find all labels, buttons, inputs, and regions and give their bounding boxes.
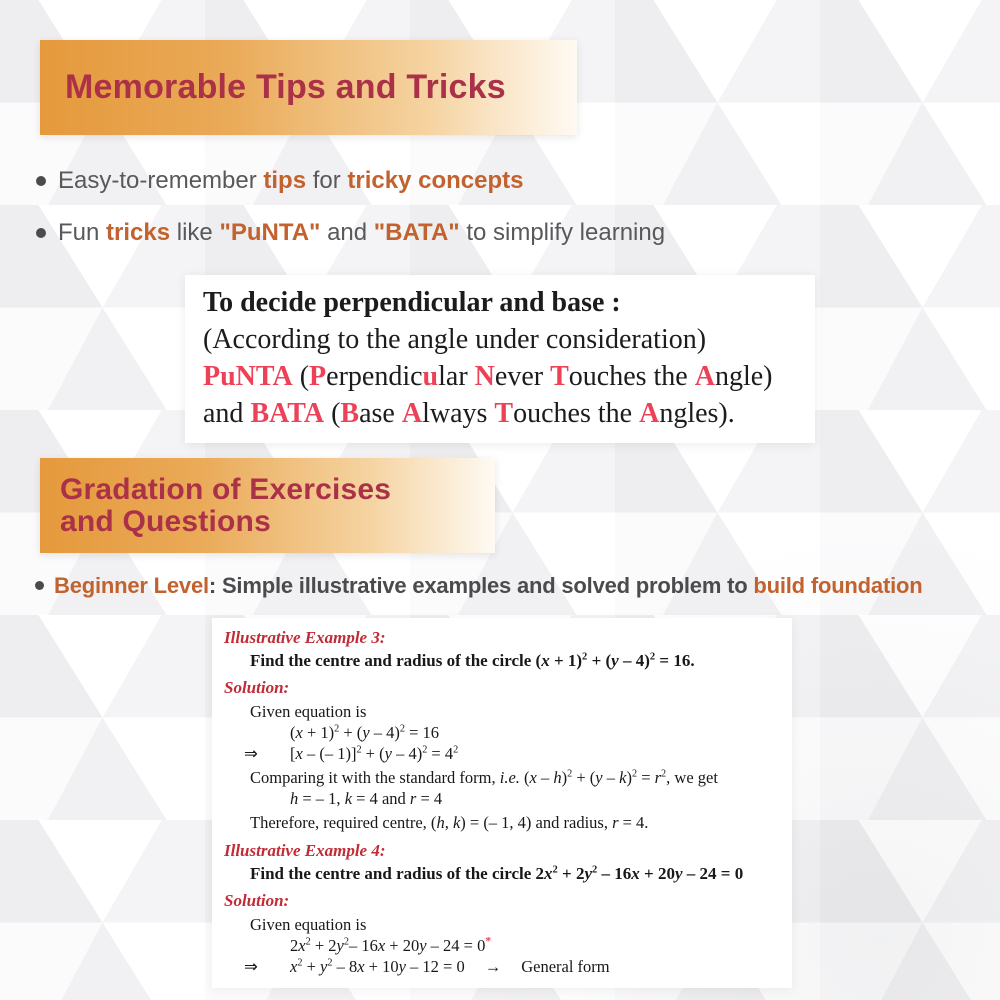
maps-to-arrow-icon: → — [484, 957, 502, 976]
example3-equation2-row — [212, 743, 792, 764]
list-item-text: Easy-to-remember tips for tricky concepts — [58, 167, 524, 194]
example3-conclusion: Therefore, required centre, (h, k) = (– 1, 4) and radius, r = 4. — [250, 813, 649, 832]
bullet-dot-icon — [36, 228, 46, 238]
example3-given: Given equation is — [250, 702, 367, 721]
example4-equation1: $2x^2 + 2y^2-$ 16x + 20y – 24 = 0* — [290, 935, 492, 955]
example4-title: Illustrative Example 4: — [224, 841, 386, 860]
mnemonic-tip-box — [185, 275, 815, 443]
bullet-dot-icon — [35, 581, 44, 590]
section-title-line1: Gradation of Exercises — [60, 472, 392, 506]
implies-arrow-icon: ⇒ — [244, 957, 258, 976]
bullet-dot-icon — [36, 176, 46, 186]
list-item-beginner-level — [35, 572, 965, 600]
example3-hkr-values: h = – 1, k = 4 and r = 4 — [290, 789, 443, 808]
section-banner-memorable-tips — [40, 40, 577, 135]
list-item-tricks — [36, 218, 665, 248]
list-item-tips — [36, 166, 523, 196]
example4-given: Given equation is — [250, 915, 367, 934]
example3-problem: Find the centre and radius of the circle $(x + 1)^2 + (y - 4)^2 = 16$. — [250, 651, 695, 670]
worked-examples-box — [212, 618, 792, 988]
example4-equation2: $x^2 + y^2 - 8x + 10y - 12 = 0$ — [290, 957, 465, 976]
example3-solution-label: Solution: — [224, 678, 290, 697]
example3-title: Illustrative Example 3: — [224, 628, 386, 647]
example4-solution-label: Solution: — [224, 891, 290, 910]
tip-subheading: (According to the angle under consideration) — [203, 324, 707, 355]
tip-punta-line: PuNTA (Perpendicular Never Touches the Angle) — [203, 361, 773, 392]
general-form-label: General form — [521, 957, 610, 976]
example4-problem: Find the centre and radius of the circle $2x^2 + 2y^2 - 16x + 20y - 24 = 0$ — [250, 864, 744, 883]
section-banner-gradation — [40, 458, 495, 553]
tip-heading: To decide perpendicular and base : — [203, 287, 621, 318]
tip-bata-line: and BATA (Base Always Touches the Angles). — [203, 398, 735, 429]
list-item-text: Beginner Level: Simple illustrative examples and solved problem to build foundation — [54, 573, 923, 598]
section-title — [60, 474, 391, 538]
example4-equation2-row — [212, 956, 792, 977]
implies-arrow-icon: ⇒ — [244, 744, 258, 763]
example3-equation2: [x – (– $1)]^2 + (y - 4)^2 = 4^2$ — [290, 744, 459, 763]
section-title-line2: and Questions — [60, 504, 271, 538]
example3-equation1: $(x + 1)^2 + (y - 4)^2 = 16$ — [290, 723, 440, 742]
example3-comparing: Comparing it with the standard form, i.e. $(x - h)^2 + (y - k)^2 = r^2$, we get — [250, 768, 718, 787]
page-title: Memorable Tips and Tricks — [65, 68, 506, 106]
list-item-text: Fun tricks like "PuNTA" and "BATA" to simplify learning — [58, 219, 666, 246]
